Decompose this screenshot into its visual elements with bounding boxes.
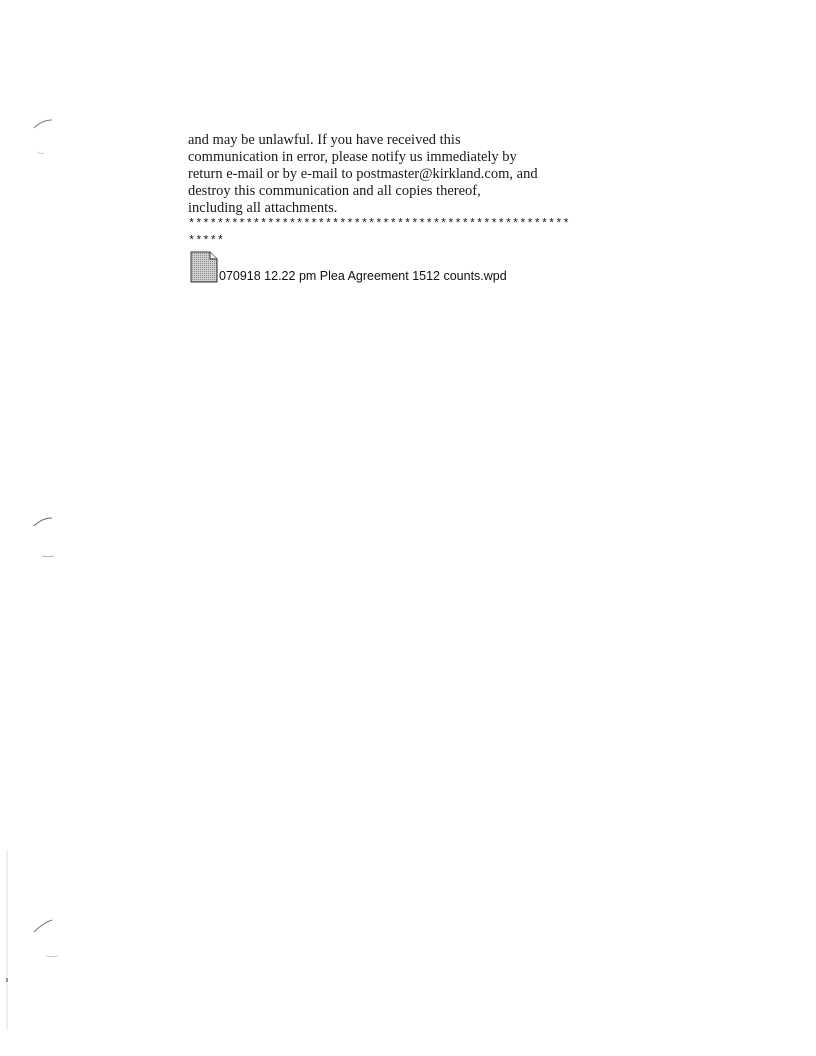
scan-edge-line <box>4 850 10 1030</box>
disclaimer-line: including all attachments. <box>188 200 338 216</box>
asterisk-separator-tail: ***** <box>188 234 225 248</box>
document-file-icon <box>190 251 218 283</box>
disclaimer-line: return e-mail or by e-mail to postmaster@kirkland.com, and <box>188 166 538 182</box>
scan-mark-top <box>30 116 60 166</box>
disclaimer-line: and may be unlawful. If you have received this <box>188 132 461 148</box>
attachment-filename: 070918 12.22 pm Plea Agreement 1512 counts.wpd <box>219 269 507 283</box>
disclaimer-line: communication in error, please notify us immediately by <box>188 149 517 165</box>
scan-mark-middle <box>30 512 60 562</box>
email-disclaimer-block <box>188 132 628 248</box>
disclaimer-line: destroy this communication and all copies thereof, <box>188 183 481 199</box>
attachment-item[interactable] <box>190 251 507 283</box>
scan-mark-bottom <box>30 914 70 964</box>
asterisk-separator: ***************************************************** <box>188 217 570 231</box>
